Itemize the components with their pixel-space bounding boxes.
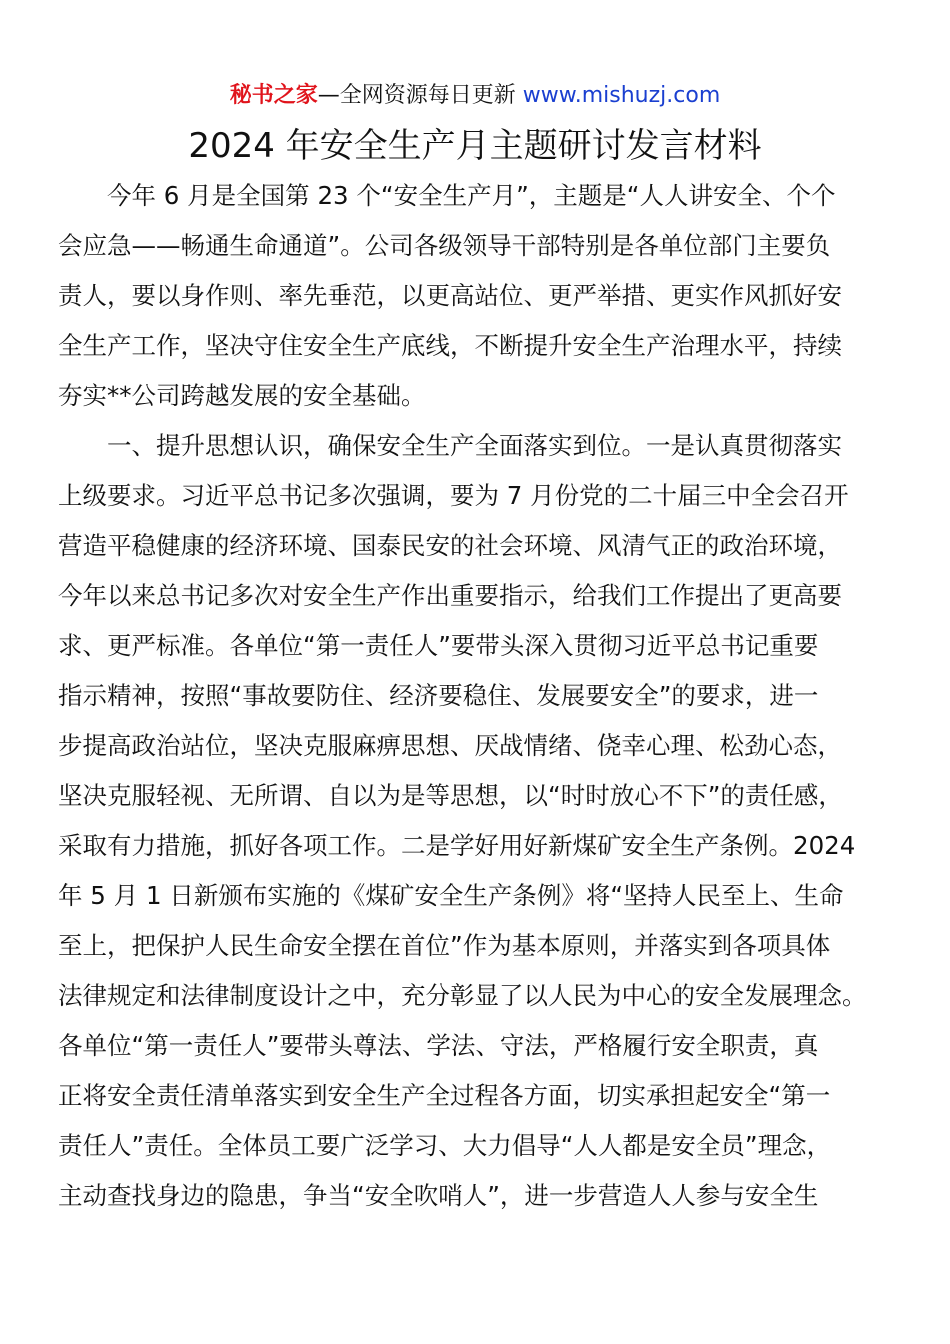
text-line: 正将安全责任清单落实到安全生产全过程各方面，切实承担起安全“第一 <box>58 1081 831 1110</box>
document-title: 2024 年安全生产月主题研讨发言材料 <box>188 126 762 166</box>
text-line: 全生产工作，坚决守住安全生产底线，不断提升安全生产治理水平，持续 <box>58 331 842 360</box>
site-url-link[interactable]: www.mishuzj.com <box>522 83 721 108</box>
text-line: 一、提升思想认识，确保安全生产全面落实到位。一是认真贯彻落实 <box>58 431 842 460</box>
text-line: 年 5 月 1 日新颁布实施的《煤矿安全生产条例》将“坚持人民至上、生命 <box>58 881 844 910</box>
text-line: 今年 6 月是全国第 23 个“安全生产月”，主题是“人人讲安全、个个 <box>58 181 836 210</box>
document-body <box>58 171 893 1221</box>
text-line: 步提高政治站位，坚决克服麻痹思想、厌战情绪、侥幸心理、松劲心态， <box>58 731 842 760</box>
text-line: 指示精神，按照“事故要防住、经济要稳住、发展要安全”的要求，进一 <box>58 681 819 710</box>
text-line: 上级要求。习近平总书记多次强调，要为 7 月份党的二十届三中全会召开 <box>58 481 849 510</box>
text-line: 坚决克服轻视、无所谓、自以为是等思想，以“时时放心不下”的责任感， <box>58 781 843 810</box>
text-line: 营造平稳健康的经济环境、国泰民安的社会环境、风清气正的政治环境， <box>58 531 842 560</box>
text-line: 至上，把保护人民生命安全摆在首位”作为基本原则，并落实到各项具体 <box>58 931 831 960</box>
text-line: 责人，要以身作则、率先垂范，以更高站位、更严举措、更实作风抓好安 <box>58 281 842 310</box>
text-line: 会应急——畅通生命通道”。公司各级领导干部特别是各单位部门主要负 <box>58 231 831 260</box>
text-line: 求、更严标准。各单位“第一责任人”要带头深入贯彻习近平总书记重要 <box>58 631 819 660</box>
text-line: 今年以来总书记多次对安全生产作出重要指示，给我们工作提出了更高要 <box>58 581 842 610</box>
header-tagline: —全网资源每日更新 <box>317 83 516 108</box>
brand-name: 秘书之家 <box>229 83 318 108</box>
site-header <box>0 80 950 112</box>
text-line: 法律规定和法律制度设计之中，充分彰显了以人民为中心的安全发展理念。 <box>58 981 867 1010</box>
text-line: 采取有力措施，抓好各项工作。二是学好用好新煤矿安全生产条例。2024 <box>58 831 856 860</box>
text-line: 主动查找身边的隐患，争当“安全吹哨人”，进一步营造人人参与安全生 <box>58 1181 819 1210</box>
text-line: 夯实**公司跨越发展的安全基础。 <box>58 381 426 410</box>
text-line: 责任人”责任。全体员工要广泛学习、大力倡导“人人都是安全员”理念， <box>58 1131 832 1160</box>
text-line: 各单位“第一责任人”要带头尊法、学法、守法，严格履行安全职责，真 <box>58 1031 819 1060</box>
